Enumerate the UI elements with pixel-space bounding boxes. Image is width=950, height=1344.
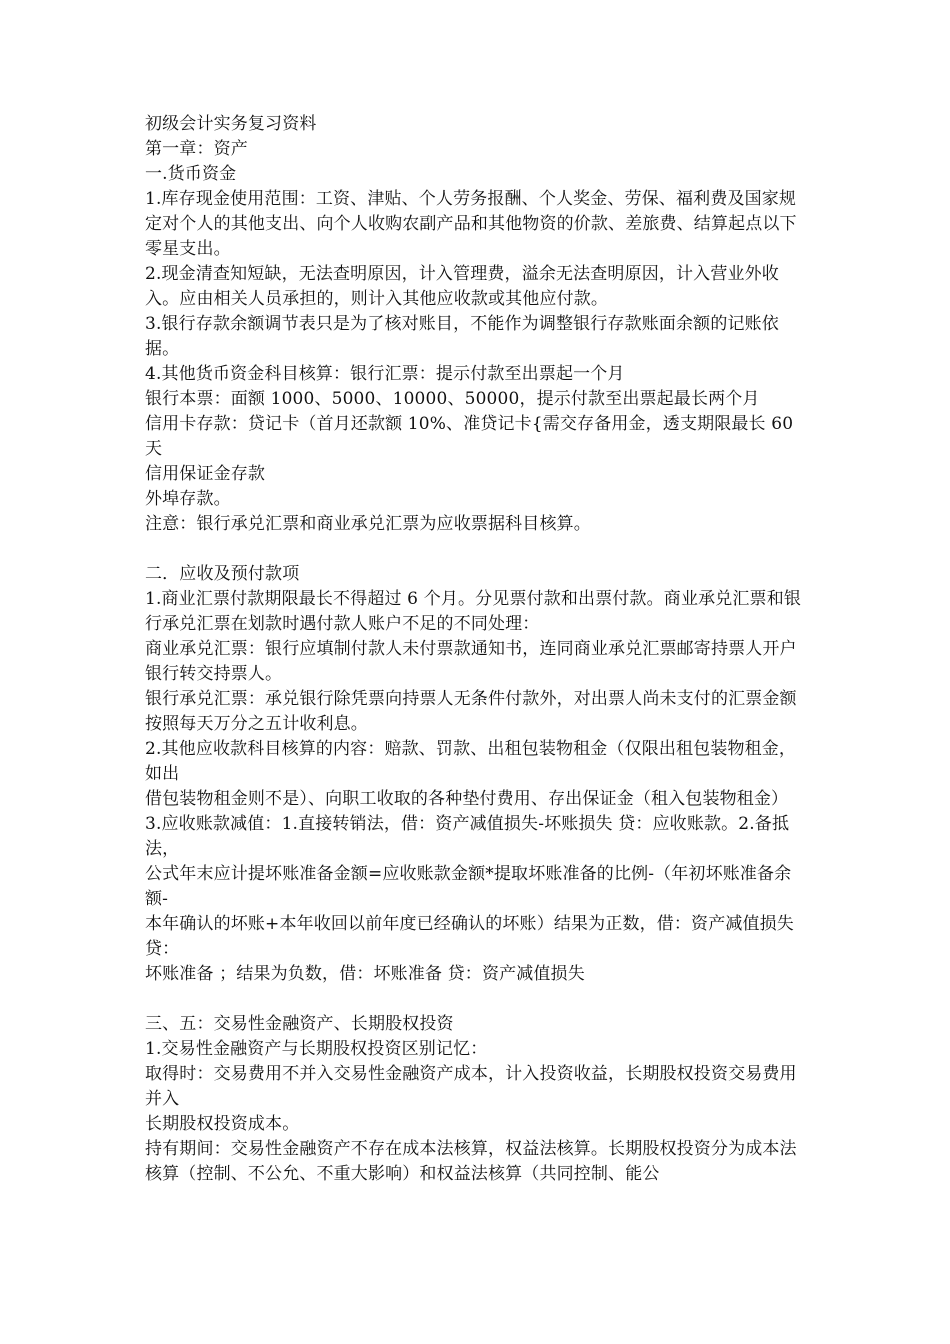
paragraph: 借包装物租金则不是）、向职工收取的各种垫付费用、存出保证金（租入包装物租金） xyxy=(145,789,789,809)
paragraph: 长期股权投资成本。 xyxy=(145,1114,300,1134)
paragraph: 坏账准备 ；结果为负数，借：坏账准备 贷：资产减值损失 xyxy=(145,964,585,984)
paragraph: 2.其他应收款科目核算的内容：赔款、罚款、出租包装物租金（仅限出租包装物租金，如出 xyxy=(145,739,797,784)
paragraph: 4.其他货币资金科目核算：银行汇票：提示付款至出票起一个月 xyxy=(145,364,625,384)
document-page xyxy=(145,112,813,1187)
paragraph: 注意：银行承兑汇票和商业承兑汇票为应收票据科目核算。 xyxy=(145,514,591,534)
paragraph: 公式年末应计提坏账准备金额=应收账款金额*提取坏账准备的比例-（年初坏账准备余额- xyxy=(145,864,792,909)
paragraph: 银行本票：面额 1000、5000、10000、50000，提示付款至出票起最长两个月 xyxy=(145,389,760,409)
section-heading: 二．应收及预付款项 xyxy=(145,564,300,584)
chapter-heading: 第一章：资产 xyxy=(145,139,248,159)
paragraph: 取得时：交易费用不并入交易性金融资产成本，计入投资收益，长期股权投资交易费用并入 xyxy=(145,1064,797,1109)
paragraph: 银行承兑汇票：承兑银行除凭票向持票人无条件付款外，对出票人尚未支付的汇票金额按照每天万分之五计收利息。 xyxy=(145,689,797,734)
paragraph: 3.应收账款减值：1.直接转销法，借：资产减值损失-坏账损失 贷：应收账款。2.备抵法， xyxy=(145,814,790,859)
paragraph: 外埠存款。 xyxy=(145,489,231,509)
section-heading: 一.货币资金 xyxy=(145,164,237,184)
paragraph: 本年确认的坏账+本年收回以前年度已经确认的坏账）结果为正数，借：资产减值损失 贷： xyxy=(145,914,794,959)
paragraph: 3.银行存款余额调节表只是为了核对账目，不能作为调整银行存款账面余额的记账依据。 xyxy=(145,314,779,359)
paragraph: 信用保证金存款 xyxy=(145,464,266,484)
blank-line xyxy=(145,987,813,1012)
paragraph: 1.交易性金融资产与长期股权投资区别记忆： xyxy=(145,1039,488,1059)
paragraph: 商业承兑汇票：银行应填制付款人未付票款通知书，连同商业承兑汇票邮寄持票人开户银行转交持票人。 xyxy=(145,639,797,684)
section-heading: 三、五：交易性金融资产、长期股权投资 xyxy=(145,1014,454,1034)
paragraph: 信用卡存款：贷记卡（首月还款额 10%、准贷记卡{需交存备用金，透支期限最长 60 天 xyxy=(145,414,794,459)
blank-line xyxy=(145,537,813,562)
paragraph: 2.现金清查知短缺，无法查明原因，计入管理费，溢余无法查明原因，计入营业外收入。应由相关人员承担的，则计入其他应收款或其他应付款。 xyxy=(145,264,779,309)
paragraph: 1.商业汇票付款期限最长不得超过 6 个月。分见票付款和出票付款。商业承兑汇票和银行承兑汇票在划款时遇付款人账户不足的不同处理： xyxy=(145,589,801,634)
paragraph: 1.库存现金使用范围：工资、津贴、个人劳务报酬、个人奖金、劳保、福利费及国家规定对个人的其他支出、向个人收购农副产品和其他物资的价款、差旅费、结算起点以下零星支出。 xyxy=(145,189,797,259)
document-title: 初级会计实务复习资料 xyxy=(145,114,317,134)
paragraph: 持有期间：交易性金融资产不存在成本法核算，权益法核算。长期股权投资分为成本法核算（控制、不公允、不重大影响）和权益法核算（共同控制、能公 xyxy=(145,1139,797,1184)
